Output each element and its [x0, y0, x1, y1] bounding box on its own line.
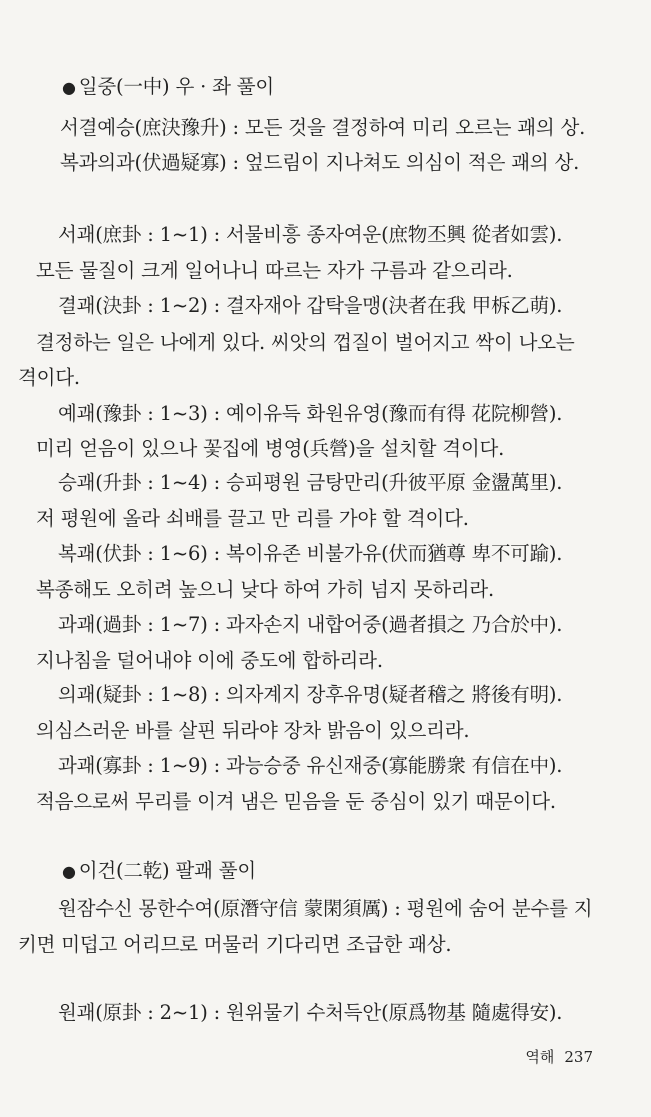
- entry-text: 의심스러운 바를 살핀 뒤라야 장차 밝음이 있으리라.: [36, 719, 470, 742]
- entry-text: 적음으로써 무리를 이겨 냄은 믿음을 둔 중심이 있기 때문이다.: [36, 790, 556, 813]
- entry-title: 의괘(疑卦 : 1~8) : 의자계지 장후유명(疑者稽之 將後有明).: [58, 683, 563, 706]
- section-heading-1: [62, 74, 274, 101]
- chapter-label: 역해: [525, 1048, 555, 1066]
- page-number: 237: [564, 1048, 593, 1066]
- entry-title: 복괘(伏卦 : 1~6) : 복이유존 비불가유(伏而猶尊 卑不可踰).: [58, 542, 563, 565]
- summary-line: 키면 미덥고 어리므로 머물러 기다리면 조급한 괘상.: [18, 933, 452, 956]
- entry-title: 승괘(升卦 : 1~4) : 승피평원 금탕만리(升彼平原 金盪萬里).: [58, 471, 563, 494]
- entry-title: 과괘(過卦 : 1~7) : 과자손지 내합어중(過者損之 乃合於中).: [58, 613, 563, 636]
- summary-line: 원잠수신 몽한수여(原潛守信 蒙閑須厲) : 평원에 숨어 분수를 지: [58, 897, 593, 920]
- heading-text: 일중(一中) 우 · 좌 풀이: [78, 75, 274, 98]
- entry-text: 복종해도 오히려 높으니 낮다 하여 가히 넘지 못하리라.: [36, 578, 495, 601]
- page-footer: [525, 1046, 593, 1067]
- entry-title: 예괘(豫卦 : 1~3) : 예이유득 화원유영(豫而有得 花院柳營).: [58, 402, 563, 425]
- bullet-icon: ●: [62, 78, 76, 97]
- entry-title: 원괘(原卦 : 2~1) : 원위물기 수처득안(原爲物基 隨處得安).: [58, 1001, 563, 1024]
- entry-text: 미리 얻음이 있으나 꽃집에 병영(兵營)을 설치할 격이다.: [36, 437, 505, 460]
- bullet-icon: ●: [62, 862, 76, 881]
- entry-title: 결괘(決卦 : 1~2) : 결자재아 갑탁을맹(決者在我 甲柝乙萌).: [58, 294, 563, 317]
- entry-text: 모든 물질이 크게 일어나니 따르는 자가 구름과 같으리라.: [36, 259, 513, 282]
- section-heading-2: [62, 858, 256, 885]
- summary-line: 복과의과(伏過疑寡) : 엎드림이 지나쳐도 의심이 적은 괘의 상.: [60, 151, 580, 174]
- entry-title: 서괘(庶卦 : 1~1) : 서물비흥 종자여운(庶物丕興 從者如雲).: [58, 223, 563, 246]
- entry-text: 지나침을 덜어내야 이에 중도에 합하리라.: [36, 649, 383, 672]
- entry-text: 격이다.: [18, 366, 80, 389]
- heading-text: 이건(二乾) 팔괘 풀이: [78, 859, 257, 882]
- entry-title: 과괘(寡卦 : 1~9) : 과능승중 유신재중(寡能勝衆 有信在中).: [58, 754, 563, 777]
- entry-text: 결정하는 일은 나에게 있다. 씨앗의 껍질이 벌어지고 싹이 나오는: [36, 331, 575, 354]
- entry-text: 저 평원에 올라 쇠배를 끌고 만 리를 가야 할 격이다.: [36, 507, 469, 530]
- summary-line: 서결예승(庶決豫升) : 모든 것을 결정하여 미리 오르는 괘의 상.: [60, 116, 586, 139]
